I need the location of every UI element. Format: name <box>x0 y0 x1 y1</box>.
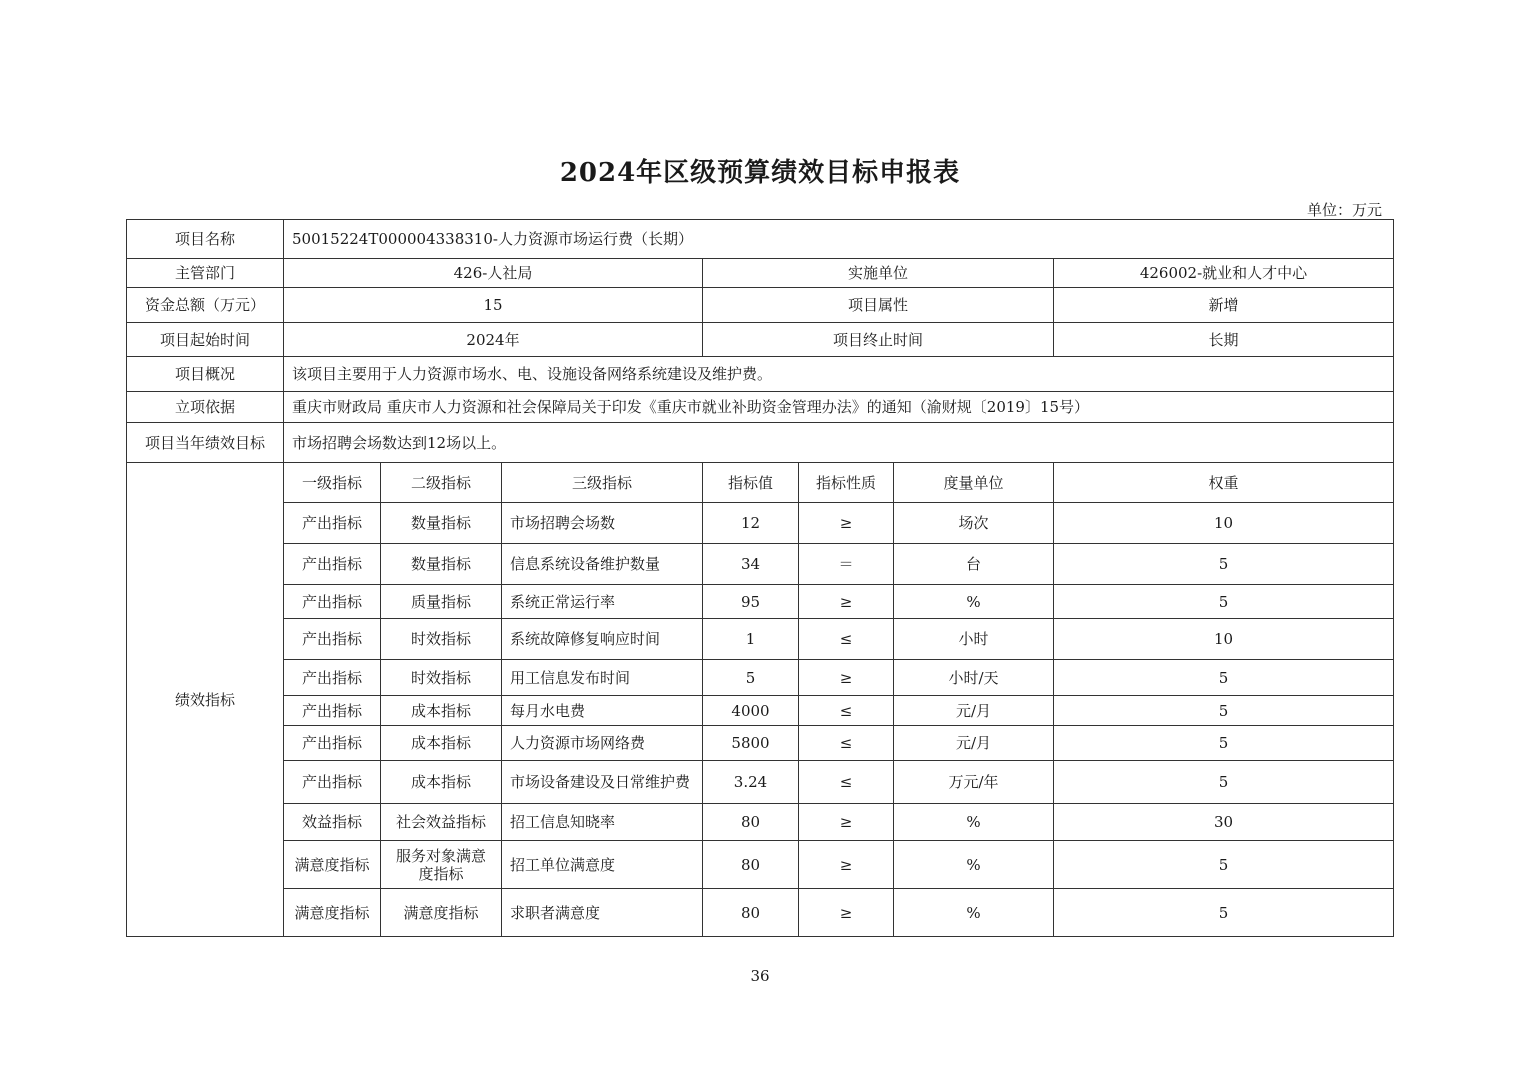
indicator-row <box>127 544 1394 585</box>
header-weight: 权重 <box>1054 463 1394 503</box>
indicator-nature-cell: ≥ <box>799 503 894 544</box>
indicator-row <box>127 726 1394 761</box>
goal-label: 项目当年绩效目标 <box>127 423 284 463</box>
indicator-nature-cell: ≥ <box>799 660 894 696</box>
indicator-nature-cell: ≤ <box>799 696 894 726</box>
indicator-nature-cell: ≤ <box>799 619 894 660</box>
indicator-level2-cell: 数量指标 <box>381 544 502 585</box>
indicator-nature-cell: ≤ <box>799 761 894 804</box>
performance-indicators-label: 绩效指标 <box>127 463 284 937</box>
indicator-row <box>127 804 1394 841</box>
indicator-level3-cell: 市场设备建设及日常维护费 <box>502 761 703 804</box>
indicator-level2-cell: 服务对象满意度指标 <box>381 841 502 889</box>
indicator-level3-cell: 系统故障修复响应时间 <box>502 619 703 660</box>
start-value: 2024年 <box>284 323 703 357</box>
indicator-value-cell: 3.24 <box>703 761 799 804</box>
basis-label: 立项依据 <box>127 392 284 423</box>
end-value: 长期 <box>1054 323 1394 357</box>
indicator-row <box>127 660 1394 696</box>
indicator-level1-cell: 产出指标 <box>284 696 381 726</box>
indicator-weight-cell: 10 <box>1054 503 1394 544</box>
indicator-value-cell: 5 <box>703 660 799 696</box>
impl-value: 426002-就业和人才中心 <box>1054 259 1394 288</box>
indicator-level2-cell: 成本指标 <box>381 726 502 761</box>
impl-label: 实施单位 <box>703 259 1054 288</box>
attr-label: 项目属性 <box>703 288 1054 323</box>
start-label: 项目起始时间 <box>127 323 284 357</box>
end-label: 项目终止时间 <box>703 323 1054 357</box>
indicator-value-cell: 34 <box>703 544 799 585</box>
indicator-value-cell: 95 <box>703 585 799 619</box>
indicator-row <box>127 889 1394 937</box>
indicator-level2-cell: 时效指标 <box>381 619 502 660</box>
indicator-level2-cell: 时效指标 <box>381 660 502 696</box>
indicator-level1-cell: 满意度指标 <box>284 841 381 889</box>
indicator-nature-cell: ≥ <box>799 841 894 889</box>
project-name-label: 项目名称 <box>127 220 284 259</box>
indicator-value-cell: 80 <box>703 804 799 841</box>
indicator-unit-cell: % <box>894 889 1054 937</box>
indicator-level1-cell: 产出指标 <box>284 619 381 660</box>
page-title: 2024年区级预算绩效目标申报表 <box>559 158 961 188</box>
indicator-level1-cell: 效益指标 <box>284 804 381 841</box>
indicator-level1-cell: 产出指标 <box>284 726 381 761</box>
indicator-unit-cell: % <box>894 804 1054 841</box>
indicator-value-cell: 12 <box>703 503 799 544</box>
header-level3: 三级指标 <box>502 463 703 503</box>
table-row <box>127 220 1394 259</box>
indicator-row <box>127 761 1394 804</box>
indicator-level2-cell: 数量指标 <box>381 503 502 544</box>
dept-value: 426-人社局 <box>284 259 703 288</box>
indicator-weight-cell: 5 <box>1054 696 1394 726</box>
table-row <box>127 392 1394 423</box>
indicator-level3-cell: 市场招聘会场数 <box>502 503 703 544</box>
indicator-level2-cell: 成本指标 <box>381 761 502 804</box>
indicator-level3-cell: 招工信息知晓率 <box>502 804 703 841</box>
indicator-unit-cell: 场次 <box>894 503 1054 544</box>
indicator-unit-cell: 元/月 <box>894 726 1054 761</box>
indicator-weight-cell: 5 <box>1054 841 1394 889</box>
indicator-row <box>127 696 1394 726</box>
page-number: 36 <box>750 967 770 985</box>
indicator-weight-cell: 30 <box>1054 804 1394 841</box>
table-row <box>127 259 1394 288</box>
indicator-level1-cell: 产出指标 <box>284 544 381 585</box>
table-row <box>127 357 1394 392</box>
dept-label: 主管部门 <box>127 259 284 288</box>
indicator-level2-cell: 质量指标 <box>381 585 502 619</box>
indicator-level2-cell: 社会效益指标 <box>381 804 502 841</box>
indicator-value-cell: 80 <box>703 841 799 889</box>
table-row <box>127 288 1394 323</box>
indicator-unit-cell: 万元/年 <box>894 761 1054 804</box>
indicator-level3-cell: 人力资源市场网络费 <box>502 726 703 761</box>
header-unit: 度量单位 <box>894 463 1054 503</box>
indicator-level2-cell: 满意度指标 <box>381 889 502 937</box>
indicator-level3-cell: 系统正常运行率 <box>502 585 703 619</box>
indicator-nature-cell: ≥ <box>799 804 894 841</box>
indicator-nature-cell: ≥ <box>799 889 894 937</box>
unit-label: 单位：万元 <box>1306 201 1382 219</box>
indicator-level1-cell: 产出指标 <box>284 585 381 619</box>
indicator-value-cell: 1 <box>703 619 799 660</box>
header-level1: 一级指标 <box>284 463 381 503</box>
indicator-nature-cell: ≥ <box>799 585 894 619</box>
indicator-level3-cell: 每月水电费 <box>502 696 703 726</box>
project-name-value: 50015224T000004338310-人力资源市场运行费（长期） <box>284 220 1394 259</box>
indicator-row <box>127 841 1394 889</box>
indicator-level2-cell: 成本指标 <box>381 696 502 726</box>
indicator-unit-cell: 小时 <box>894 619 1054 660</box>
header-level2: 二级指标 <box>381 463 502 503</box>
indicator-level3-cell: 信息系统设备维护数量 <box>502 544 703 585</box>
indicator-level1-cell: 满意度指标 <box>284 889 381 937</box>
budget-performance-table <box>126 219 1394 937</box>
indicator-unit-cell: 元/月 <box>894 696 1054 726</box>
indicator-weight-cell: 10 <box>1054 619 1394 660</box>
indicator-nature-cell: ≤ <box>799 726 894 761</box>
indicator-weight-cell: 5 <box>1054 889 1394 937</box>
goal-value: 市场招聘会场数达到12场以上。 <box>284 423 1394 463</box>
overview-label: 项目概况 <box>127 357 284 392</box>
indicator-level1-cell: 产出指标 <box>284 660 381 696</box>
indicator-unit-cell: % <box>894 841 1054 889</box>
indicator-unit-cell: 小时/天 <box>894 660 1054 696</box>
indicator-weight-cell: 5 <box>1054 585 1394 619</box>
attr-value: 新增 <box>1054 288 1394 323</box>
indicator-level1-cell: 产出指标 <box>284 761 381 804</box>
indicator-weight-cell: 5 <box>1054 761 1394 804</box>
indicator-value-cell: 80 <box>703 889 799 937</box>
indicator-row <box>127 619 1394 660</box>
indicator-value-cell: 4000 <box>703 696 799 726</box>
table-row <box>127 323 1394 357</box>
basis-value: 重庆市财政局 重庆市人力资源和社会保障局关于印发《重庆市就业补助资金管理办法》的通知（渝财规〔2019〕15号） <box>284 392 1394 423</box>
indicator-level3-cell: 求职者满意度 <box>502 889 703 937</box>
indicator-row <box>127 503 1394 544</box>
indicator-weight-cell: 5 <box>1054 726 1394 761</box>
table-row <box>127 423 1394 463</box>
header-value: 指标值 <box>703 463 799 503</box>
indicator-row <box>127 585 1394 619</box>
indicator-level1-cell: 产出指标 <box>284 503 381 544</box>
fund-label: 资金总额（万元） <box>127 288 284 323</box>
indicator-value-cell: 5800 <box>703 726 799 761</box>
indicator-weight-cell: 5 <box>1054 544 1394 585</box>
header-nature: 指标性质 <box>799 463 894 503</box>
indicator-unit-cell: % <box>894 585 1054 619</box>
indicator-nature-cell: ＝ <box>799 544 894 585</box>
indicator-weight-cell: 5 <box>1054 660 1394 696</box>
indicator-unit-cell: 台 <box>894 544 1054 585</box>
indicator-level3-cell: 用工信息发布时间 <box>502 660 703 696</box>
indicator-header-row <box>127 463 1394 503</box>
fund-value: 15 <box>284 288 703 323</box>
overview-value: 该项目主要用于人力资源市场水、电、设施设备网络系统建设及维护费。 <box>284 357 1394 392</box>
indicator-level3-cell: 招工单位满意度 <box>502 841 703 889</box>
